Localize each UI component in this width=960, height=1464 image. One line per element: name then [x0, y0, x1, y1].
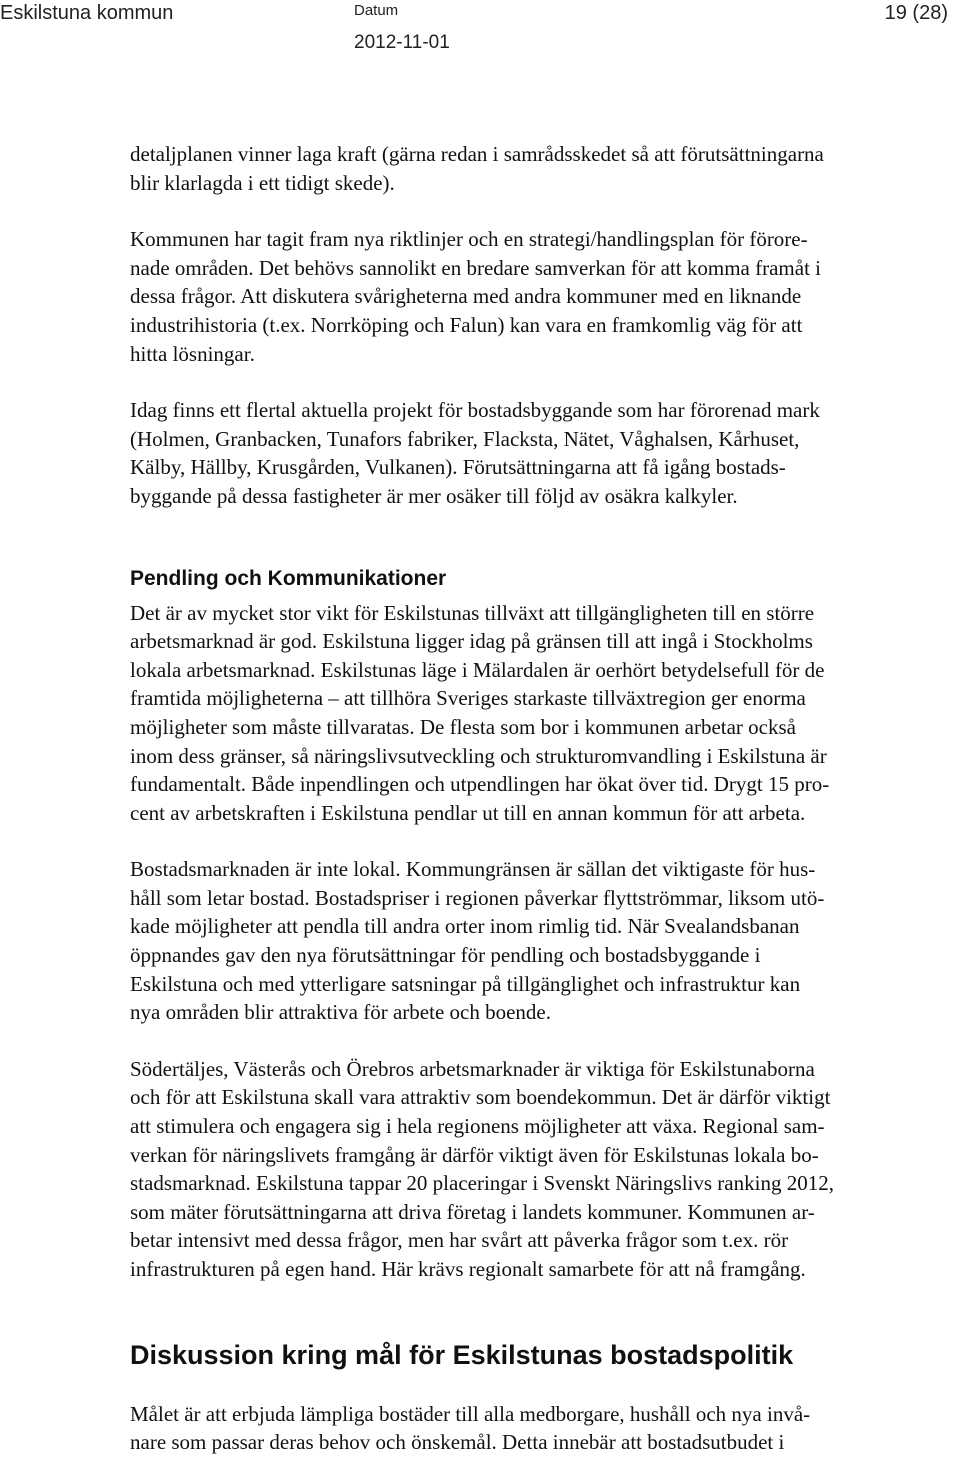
- text-line: och för att Eskilstuna skall vara attraktiv som boendekommun. Det är därför viktigt: [130, 1085, 831, 1110]
- text-line: nade områden. Det behövs sannolikt en bredare samverkan för att komma framåt i: [130, 255, 822, 280]
- text-line: stadsmarknad. Eskilstuna tappar 20 placeringar i Svenskt Näringslivs ranking 2012,: [130, 1171, 834, 1196]
- text-line: industrihistoria (t.ex. Norrköping och Falun) kan vara en framkomlig väg för att: [130, 312, 803, 337]
- paragraph-arbetsmarknad: [130, 599, 950, 828]
- paragraph-malet: [130, 1400, 950, 1457]
- page-number: 19 (28): [884, 2, 948, 24]
- text-line: Södertäljes, Västerås och Örebros arbetsmarknader är viktiga för Eskilstunaborna: [130, 1056, 815, 1081]
- text-line: kade möjligheter att pendla till andra orter inom rimlig tid. När Svealandsbanan: [130, 914, 800, 939]
- text-line: lokala arbetsmarknad. Eskilstunas läge i Mälardalen är oerhört betydelsefull för de: [130, 657, 825, 682]
- text-line: fundamentalt. Både inpendlingen och utpendlingen har ökat över tid. Drygt 15 pro-: [130, 772, 830, 797]
- paragraph-regional: [130, 1055, 950, 1284]
- text-line: Bostadsmarknaden är inte lokal. Kommungränsen är sällan det viktigaste för hus-: [130, 857, 816, 882]
- text-line: infrastrukturen på egen hand. Här krävs regionalt samarbete för att nå framgång.: [130, 1257, 806, 1281]
- text-line: att stimulera och engagera sig i hela regionens möjligheter att växa. Regional sam-: [130, 1114, 825, 1139]
- text-line: som mäter förutsättningarna att driva företag i landets kommuner. Kommunen ar-: [130, 1199, 815, 1224]
- text-line: verkan för näringslivets framgång är därför viktigt även för Eskilstunas lokala bo-: [130, 1142, 819, 1167]
- text-line: (Holmen, Granbacken, Tunafors fabriker, Flacksta, Nätet, Våghalsen, Kårhuset,: [130, 426, 800, 451]
- text-line: Kälby, Hällby, Krusgården, Vulkanen). Förutsättningarna att få igång bostads-: [130, 455, 786, 480]
- text-line: inom dess gränser, så näringslivsutveckling och strukturomvandling i Eskilstuna är: [130, 743, 827, 768]
- document-body: [130, 140, 950, 1457]
- text-line: arbetsmarknad är god. Eskilstuna ligger idag på gränsen till att ingå i Stockholms: [130, 629, 813, 654]
- organization-name: Eskilstuna kommun: [0, 2, 174, 24]
- text-line: öppnandes gav den nya förutsättningar för pendling och bostadsbyggande i: [130, 943, 761, 968]
- section-heading-diskussion: Diskussion kring mål för Eskilstunas bostadspolitik: [130, 1339, 794, 1370]
- text-line: Det är av mycket stor vikt för Eskilstunas tillväxt att tillgängligheten till en större: [130, 600, 815, 625]
- text-line: blir klarlagda i ett tidigt skede).: [130, 170, 395, 195]
- text-line: Målet är att erbjuda lämpliga bostäder till alla medborgare, hushåll och nya invå-: [130, 1401, 811, 1426]
- text-line: Kommunen har tagit fram nya riktlinjer och en strategi/handlingsplan för förore-: [130, 227, 808, 252]
- section-heading-pendling: Pendling och Kommunikationer: [130, 566, 447, 590]
- date-label: Datum: [354, 2, 399, 19]
- date-value: 2012-11-01: [354, 32, 450, 53]
- paragraph-riktlinjer: [130, 225, 950, 368]
- paragraph-bostadsmarknad: [130, 855, 950, 1027]
- text-line: dessa frågor. Att diskutera svårigheterna med andra kommuner med en liknande: [130, 284, 802, 309]
- text-line: nare som passar deras behov och önskemål. Detta innebär att bostadsutbudet i: [130, 1430, 785, 1455]
- text-line: Eskilstuna och med ytterligare satsningar på tillgänglighet och infrastruktur kan: [130, 971, 801, 996]
- text-line: Idag finns ett flertal aktuella projekt för bostadsbyggande som har förorenad mark: [130, 398, 820, 423]
- paragraph-detaljplan: [130, 140, 950, 197]
- text-line: framtida möjligheterna – att tillhöra Sveriges starkaste tillväxtregion ger enorma: [130, 686, 806, 711]
- text-line: håll som letar bostad. Bostadspriser i regionen påverkar flyttströmmar, liksom utö-: [130, 885, 825, 910]
- text-line: hitta lösningar.: [130, 341, 255, 366]
- paragraph-projekt: [130, 396, 950, 510]
- text-line: betar intensivt med dessa frågor, men har svårt att påverka frågor som t.ex. rör: [130, 1228, 789, 1253]
- text-line: möjligheter som måste tillvaratas. De flesta som bor i kommunen arbetar också: [130, 714, 796, 739]
- text-line: cent av arbetskraften i Eskilstuna pendlar ut till en annan kommun för att arbeta.: [130, 800, 806, 825]
- text-line: nya områden blir attraktiva för arbete och boende.: [130, 1000, 551, 1025]
- text-line: byggande på dessa fastigheter är mer osäker till följd av osäkra kalkyler.: [130, 483, 738, 508]
- text-line: detaljplanen vinner laga kraft (gärna redan i samrådsskedet så att förutsättningarna: [130, 142, 824, 166]
- page-header: [0, 0, 960, 60]
